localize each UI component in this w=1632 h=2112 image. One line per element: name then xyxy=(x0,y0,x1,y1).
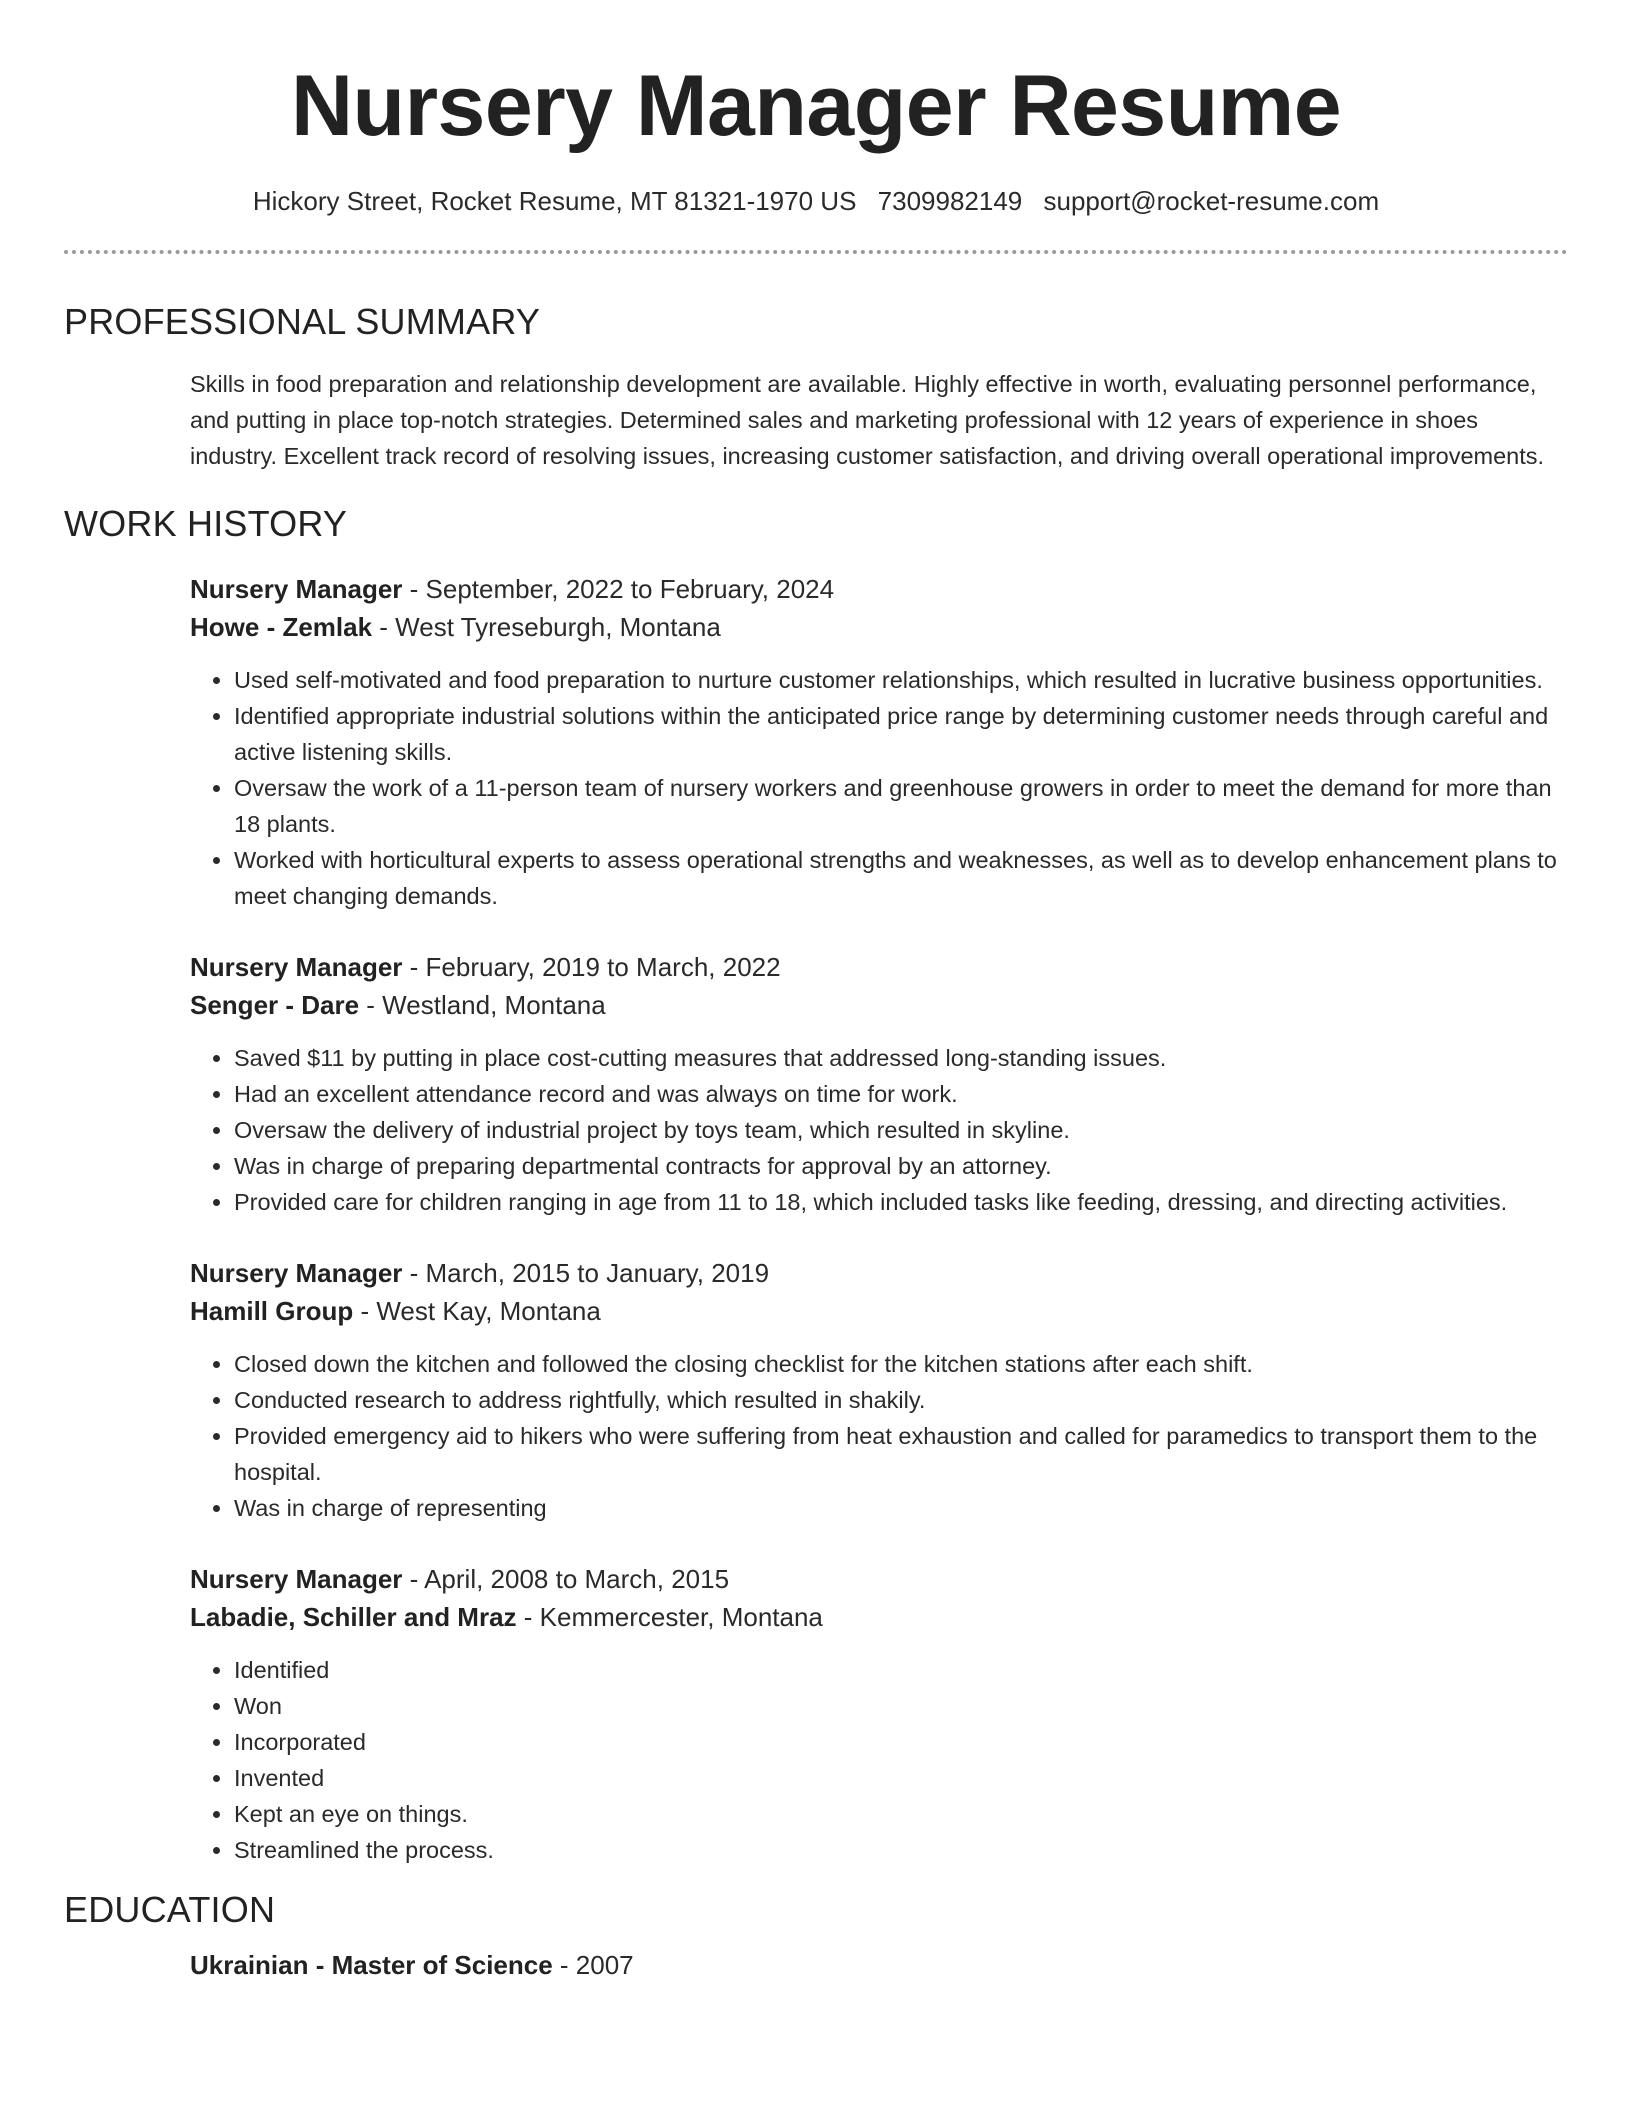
education-degree: Ukrainian - Master of Science xyxy=(190,1950,553,1980)
job-title: Nursery Manager xyxy=(190,952,403,982)
job-title: Nursery Manager xyxy=(190,1564,403,1594)
job-bullet: • Worked with horticultural experts to assess operational strengths and weaknesses, as well as to develop enhancement plans to meet changing demands. xyxy=(234,842,1568,914)
job-bullets xyxy=(190,662,1568,914)
job-bullets xyxy=(190,1040,1568,1220)
job-company-line xyxy=(190,608,1568,646)
job-bullet: • Streamlined the process. xyxy=(234,1832,1568,1868)
job-company-line xyxy=(190,986,1568,1024)
job-bullet: • Identified appropriate industrial solutions within the anticipated price range by determining customer needs through careful and active listening skills. xyxy=(234,698,1568,770)
job-dates: - April, 2008 to March, 2015 xyxy=(402,1564,730,1594)
job-bullet: • Invented xyxy=(234,1760,1568,1796)
job-entry xyxy=(190,570,1568,914)
job-bullet: • Oversaw the delivery of industrial project by toys team, which resulted in skyline. xyxy=(234,1112,1568,1148)
education-year: - 2007 xyxy=(552,1950,634,1980)
summary-heading: PROFESSIONAL SUMMARY xyxy=(64,301,541,342)
education-entry xyxy=(190,1946,1568,1984)
summary-text: Skills in food preparation and relationship development are available. Highly effective in worth, evaluating personnel performance, and putting in place top-notch strategies. Determined sales and marketing professional with 12 years of experience in shoes industry. Excellent track record of resolving issues, increasing customer satisfaction, and driving overall operational improvements. xyxy=(190,371,1545,469)
job-title-line xyxy=(190,1560,1568,1598)
job-bullet: • Was in charge of preparing departmental contracts for approval by an attorney. xyxy=(234,1148,1568,1184)
header-divider xyxy=(64,250,1568,254)
job-bullet: • Incorporated xyxy=(234,1724,1568,1760)
job-bullet: • Identified xyxy=(234,1652,1568,1688)
job-company-line xyxy=(190,1598,1568,1636)
job-bullet: • Kept an eye on things. xyxy=(234,1796,1568,1832)
job-dates: - February, 2019 to March, 2022 xyxy=(402,952,781,982)
job-bullet: • Provided emergency aid to hikers who were suffering from heat exhaustion and called for paramedics to transport them to the hospital. xyxy=(234,1418,1568,1490)
job-bullet: • Won xyxy=(234,1688,1568,1724)
contact-phone: 7309982149 xyxy=(877,186,1023,216)
job-entry xyxy=(190,1560,1568,1868)
job-company: Hamill Group xyxy=(190,1296,354,1326)
job-bullet: • Provided care for children ranging in age from 11 to 18, which included tasks like feeding, dressing, and directing activities. xyxy=(234,1184,1568,1220)
job-bullet: • Used self-motivated and food preparation to nurture customer relationships, which resulted in lucrative business opportunities. xyxy=(234,662,1568,698)
job-location: - West Tyreseburgh, Montana xyxy=(372,612,721,642)
job-bullet: • Saved $11 by putting in place cost-cutting measures that addressed long-standing issues. xyxy=(234,1040,1568,1076)
job-dates: - September, 2022 to February, 2024 xyxy=(402,574,835,604)
contact-info xyxy=(64,184,1568,218)
job-bullets xyxy=(190,1346,1568,1526)
job-company: Howe - Zemlak xyxy=(190,612,373,642)
job-bullets xyxy=(190,1652,1568,1868)
contact-email: support@rocket-resume.com xyxy=(1043,186,1380,216)
job-bullet: • Oversaw the work of a 11-person team of nursery workers and greenhouse growers in order to meet the demand for more than 18 plants. xyxy=(234,770,1568,842)
job-dates: - March, 2015 to January, 2019 xyxy=(402,1258,770,1288)
education-heading: EDUCATION xyxy=(64,1889,276,1930)
job-title-line xyxy=(190,1254,1568,1292)
job-company-line xyxy=(190,1292,1568,1330)
job-bullet: • Closed down the kitchen and followed the closing checklist for the kitchen stations after each shift. xyxy=(234,1346,1568,1382)
job-location: - Kemmercester, Montana xyxy=(516,1602,823,1632)
job-bullet: • Was in charge of representing xyxy=(234,1490,1568,1526)
job-location: - Westland, Montana xyxy=(359,990,606,1020)
job-location: - West Kay, Montana xyxy=(353,1296,601,1326)
job-title: Nursery Manager xyxy=(190,574,403,604)
job-company: Senger - Dare xyxy=(190,990,360,1020)
page-title: Nursery Manager Resume xyxy=(290,58,1342,154)
job-entry xyxy=(190,1254,1568,1526)
job-company: Labadie, Schiller and Mraz xyxy=(190,1602,517,1632)
job-title: Nursery Manager xyxy=(190,1258,403,1288)
job-title-line xyxy=(190,948,1568,986)
job-entry xyxy=(190,948,1568,1220)
job-bullet: • Conducted research to address rightfully, which resulted in shakily. xyxy=(234,1382,1568,1418)
job-bullet: • Had an excellent attendance record and was always on time for work. xyxy=(234,1076,1568,1112)
work-history-heading: WORK HISTORY xyxy=(64,503,348,544)
resume-page xyxy=(64,0,1568,1984)
job-title-line xyxy=(190,570,1568,608)
contact-address: Hickory Street, Rocket Resume, MT 81321-1970 US xyxy=(252,186,857,216)
